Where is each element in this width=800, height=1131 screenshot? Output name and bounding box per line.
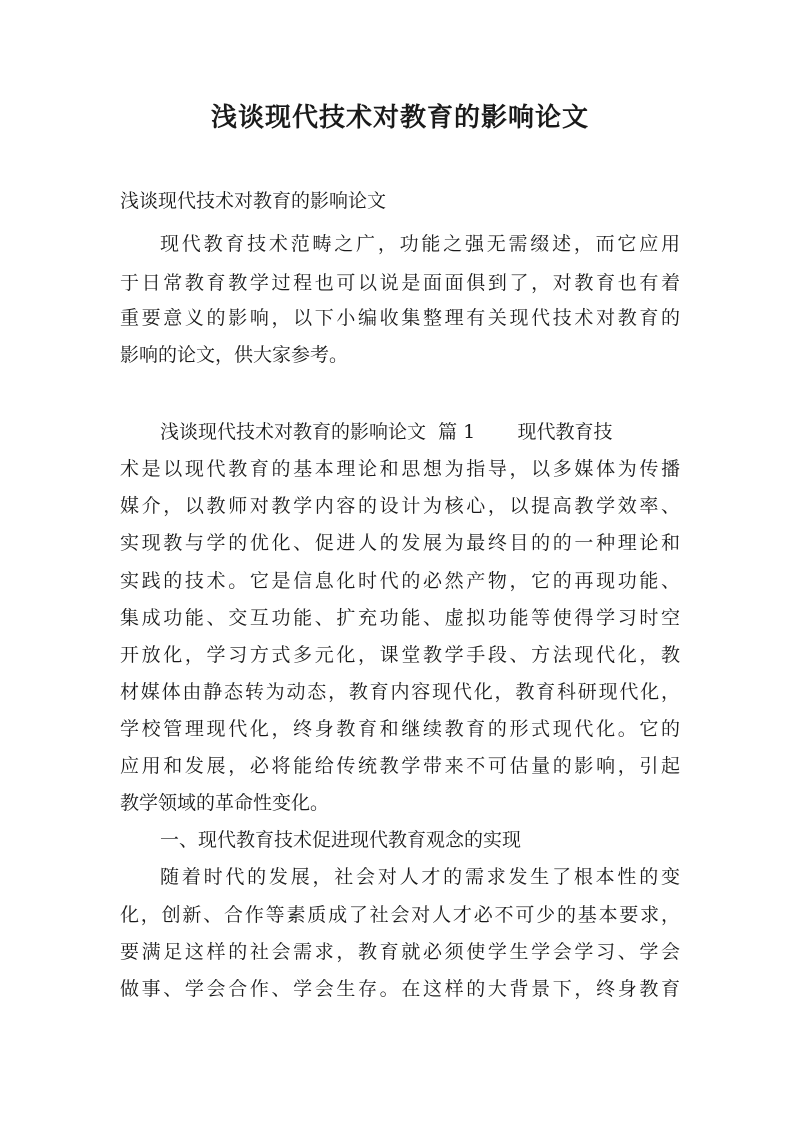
paragraph-line: 应用和发展，必将能给传统教学带来不可估量的影响，引起 xyxy=(120,755,680,777)
paragraph-line: 影响的论文，供大家参考。 xyxy=(120,344,349,366)
paragraph-line: 开放化，学习方式多元化，课堂教学手段、方法现代化，教 xyxy=(120,644,680,666)
section-heading: 一、现代教育技术促进现代教育观念的实现 xyxy=(160,829,522,851)
paragraph-line: 集成功能、交互功能、扩充功能、虚拟功能等使得学习时空 xyxy=(120,607,680,629)
paragraph-line: 材媒体由静态转为动态，教育内容现代化，教育科研现代化， xyxy=(120,681,680,703)
paragraph-line: 术是以现代教育的基本理论和思想为指导，以多媒体为传播 xyxy=(120,458,680,480)
paragraph-line: 随着时代的发展，社会对人才的需求发生了根本性的变 xyxy=(160,866,680,888)
paragraph-line: 实践的技术。它是信息化时代的必然产物，它的再现功能、 xyxy=(120,570,680,592)
paragraph-line: 要满足这样的社会需求，教育就必须使学生学会学习、学会 xyxy=(120,941,680,963)
paragraph-line: 做事、学会合作、学会生存。在这样的大背景下，终身教育 xyxy=(120,978,680,1000)
document-title: 浅谈现代技术对教育的影响论文 xyxy=(210,103,589,133)
paragraph-line: 实现教与学的优化、促进人的发展为最终目的的一种理论和 xyxy=(120,532,680,554)
paragraph-line: 学校管理现代化，终身教育和继续教育的形式现代化。它的 xyxy=(120,718,680,740)
paragraph-line: 教学领域的革命性变化。 xyxy=(120,792,330,814)
paragraph-line: 重要意义的影响，以下小编收集整理有关现代技术对教育的 xyxy=(120,307,680,329)
paragraph-line: 现代教育技术范畴之广，功能之强无需缀述，而它应用 xyxy=(160,233,680,255)
section-heading-line: 浅谈现代技术对教育的影响论文 篇 1 现代教育技 xyxy=(160,421,613,443)
paragraph-line: 化，创新、合作等素质成了社会对人才必不可少的基本要求， xyxy=(120,904,680,926)
document-subtitle: 浅谈现代技术对教育的影响论文 xyxy=(120,190,387,212)
paragraph-line: 于日常教育教学过程也可以说是面面俱到了，对教育也有着 xyxy=(120,272,680,294)
paragraph-line: 媒介，以教师对教学内容的设计为核心，以提高教学效率、 xyxy=(120,495,680,517)
